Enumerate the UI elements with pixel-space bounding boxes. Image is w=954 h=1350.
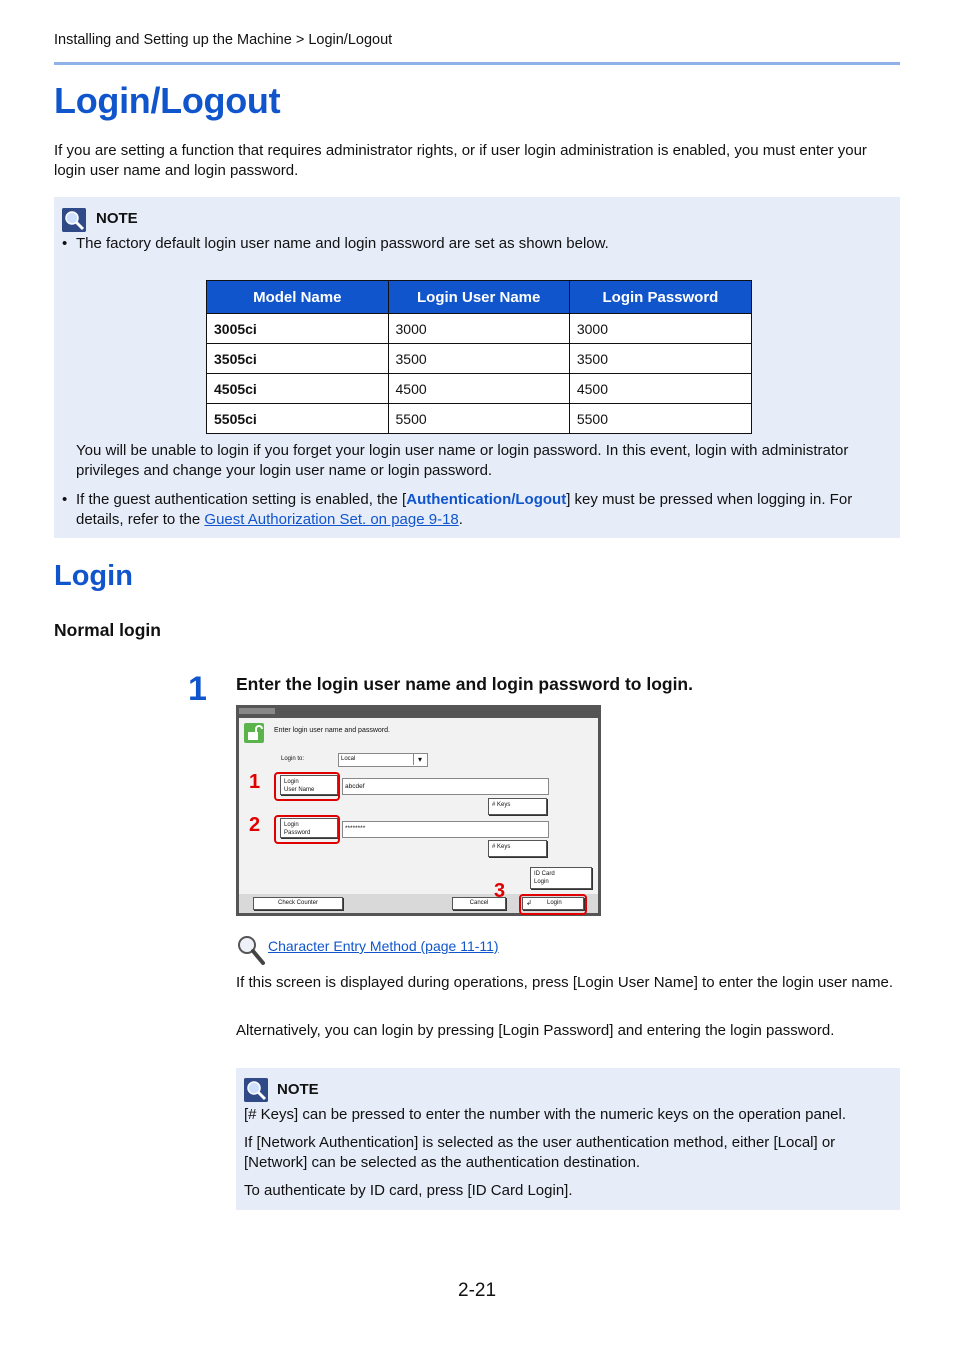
character-entry-link[interactable]: Character Entry Method (page 11-11) bbox=[268, 938, 499, 954]
note2-line-2: If [Network Authentication] is selected as the user authentication method, either [Local] or [Network] can be selected as the authentication destination. bbox=[244, 1134, 836, 1171]
model-cell: 3005ci bbox=[207, 314, 389, 344]
cancel-button[interactable]: Cancel bbox=[452, 897, 506, 910]
page-number: 2-21 bbox=[458, 1280, 497, 1301]
callout-number-2: 2 bbox=[249, 814, 261, 836]
note-box-2 bbox=[236, 1068, 900, 1210]
note-box bbox=[54, 197, 900, 538]
table-header: Login User Name bbox=[388, 281, 569, 314]
enter-icon: ↲ bbox=[526, 900, 532, 907]
password-cell: 5500 bbox=[569, 404, 751, 434]
callout-box-2 bbox=[274, 815, 340, 844]
bullet-marker: • bbox=[62, 491, 68, 508]
login-to-select[interactable]: Local ▾ bbox=[338, 753, 428, 767]
callout-box-1 bbox=[274, 772, 340, 801]
login-button[interactable]: ↲ Login bbox=[522, 897, 584, 910]
password-cell: 4500 bbox=[569, 374, 751, 404]
id-card-login-button[interactable]: ID Card Login bbox=[530, 867, 592, 889]
login-user-name-button[interactable]: Login User Name bbox=[280, 775, 338, 795]
keys-button[interactable]: # Keys bbox=[488, 840, 547, 857]
page-title: Login/Logout bbox=[54, 80, 281, 121]
password-cell: 3500 bbox=[569, 344, 751, 374]
breadcrumb: Installing and Setting up the Machine > Login/Logout bbox=[54, 32, 393, 48]
step-title: Enter the login user name and login password to login. bbox=[236, 674, 693, 694]
guest-authorization-link[interactable]: Guest Authorization Set. on page 9-18 bbox=[204, 510, 459, 528]
callout-number-1: 1 bbox=[249, 771, 261, 793]
check-counter-button[interactable]: Check Counter bbox=[253, 897, 343, 910]
note-after-table: You will be unable to login if you forget your login user name or login password. In this event, login with administrator privileges and change your login user name or login password. bbox=[76, 442, 849, 479]
login-screen-image bbox=[236, 705, 601, 916]
keys-button[interactable]: # Keys bbox=[488, 798, 547, 815]
step-number: 1 bbox=[188, 670, 207, 708]
note-icon bbox=[62, 208, 86, 232]
authentication-logout-key: Authentication/Logout bbox=[406, 491, 567, 508]
screen-tab bbox=[239, 708, 275, 714]
model-cell: 3505ci bbox=[207, 344, 389, 374]
note-icon bbox=[244, 1078, 268, 1102]
user-cell: 3500 bbox=[388, 344, 569, 374]
table-row bbox=[207, 374, 752, 404]
note-title: NOTE bbox=[96, 210, 138, 227]
body-paragraph-1: If this screen is displayed during operations, press [Login User Name] to enter the login user name. bbox=[236, 974, 894, 991]
callout-box-3 bbox=[519, 894, 587, 915]
subsection-title: Normal login bbox=[54, 620, 161, 640]
login-password-button[interactable]: Login Password bbox=[280, 818, 338, 838]
table-header: Model Name bbox=[207, 281, 389, 314]
note-bullet-1: The factory default login user name and login password are set as shown below. bbox=[76, 235, 609, 252]
section-title: Login bbox=[54, 560, 133, 592]
body-paragraph-2: Alternatively, you can login by pressing [Login Password] and entering the login password. bbox=[236, 1022, 835, 1039]
table-header: Login Password bbox=[569, 281, 751, 314]
note-bullet-2: If the guest authentication setting is enabled, the [Authentication/Logout] key must be pressed when logging in. For details, refer to the Guest Authorization Set. on page 9-18. bbox=[76, 491, 853, 528]
table-row bbox=[207, 404, 752, 434]
note-title: NOTE bbox=[277, 1081, 319, 1098]
callout-number-3: 3 bbox=[494, 880, 506, 902]
user-cell: 5500 bbox=[388, 404, 569, 434]
table-row bbox=[207, 344, 752, 374]
note2-line-3: To authenticate by ID card, press [ID Card Login]. bbox=[244, 1182, 573, 1199]
screen-message: Enter login user name and password. bbox=[274, 727, 390, 734]
chevron-down-icon: ▾ bbox=[413, 754, 426, 765]
model-cell: 4505ci bbox=[207, 374, 389, 404]
user-name-field[interactable]: abcdef bbox=[342, 778, 549, 795]
user-cell: 3000 bbox=[388, 314, 569, 344]
header-rule bbox=[54, 62, 900, 65]
password-cell: 3000 bbox=[569, 314, 751, 344]
table-row bbox=[207, 314, 752, 344]
password-field[interactable]: ******** bbox=[342, 821, 549, 838]
magnifier-icon bbox=[236, 934, 266, 966]
user-cell: 4500 bbox=[388, 374, 569, 404]
intro-paragraph: If you are setting a function that requires administrator rights, or if user login administration is enabled, you must enter your login user name and login password. bbox=[54, 142, 867, 179]
unlock-icon bbox=[244, 723, 264, 743]
default-login-table bbox=[206, 280, 752, 434]
bullet-marker: • bbox=[62, 235, 68, 252]
note2-line-1: [# Keys] can be pressed to enter the number with the numeric keys on the operation panel. bbox=[244, 1106, 847, 1123]
login-to-label: Login to: bbox=[281, 756, 305, 762]
model-cell: 5505ci bbox=[207, 404, 389, 434]
